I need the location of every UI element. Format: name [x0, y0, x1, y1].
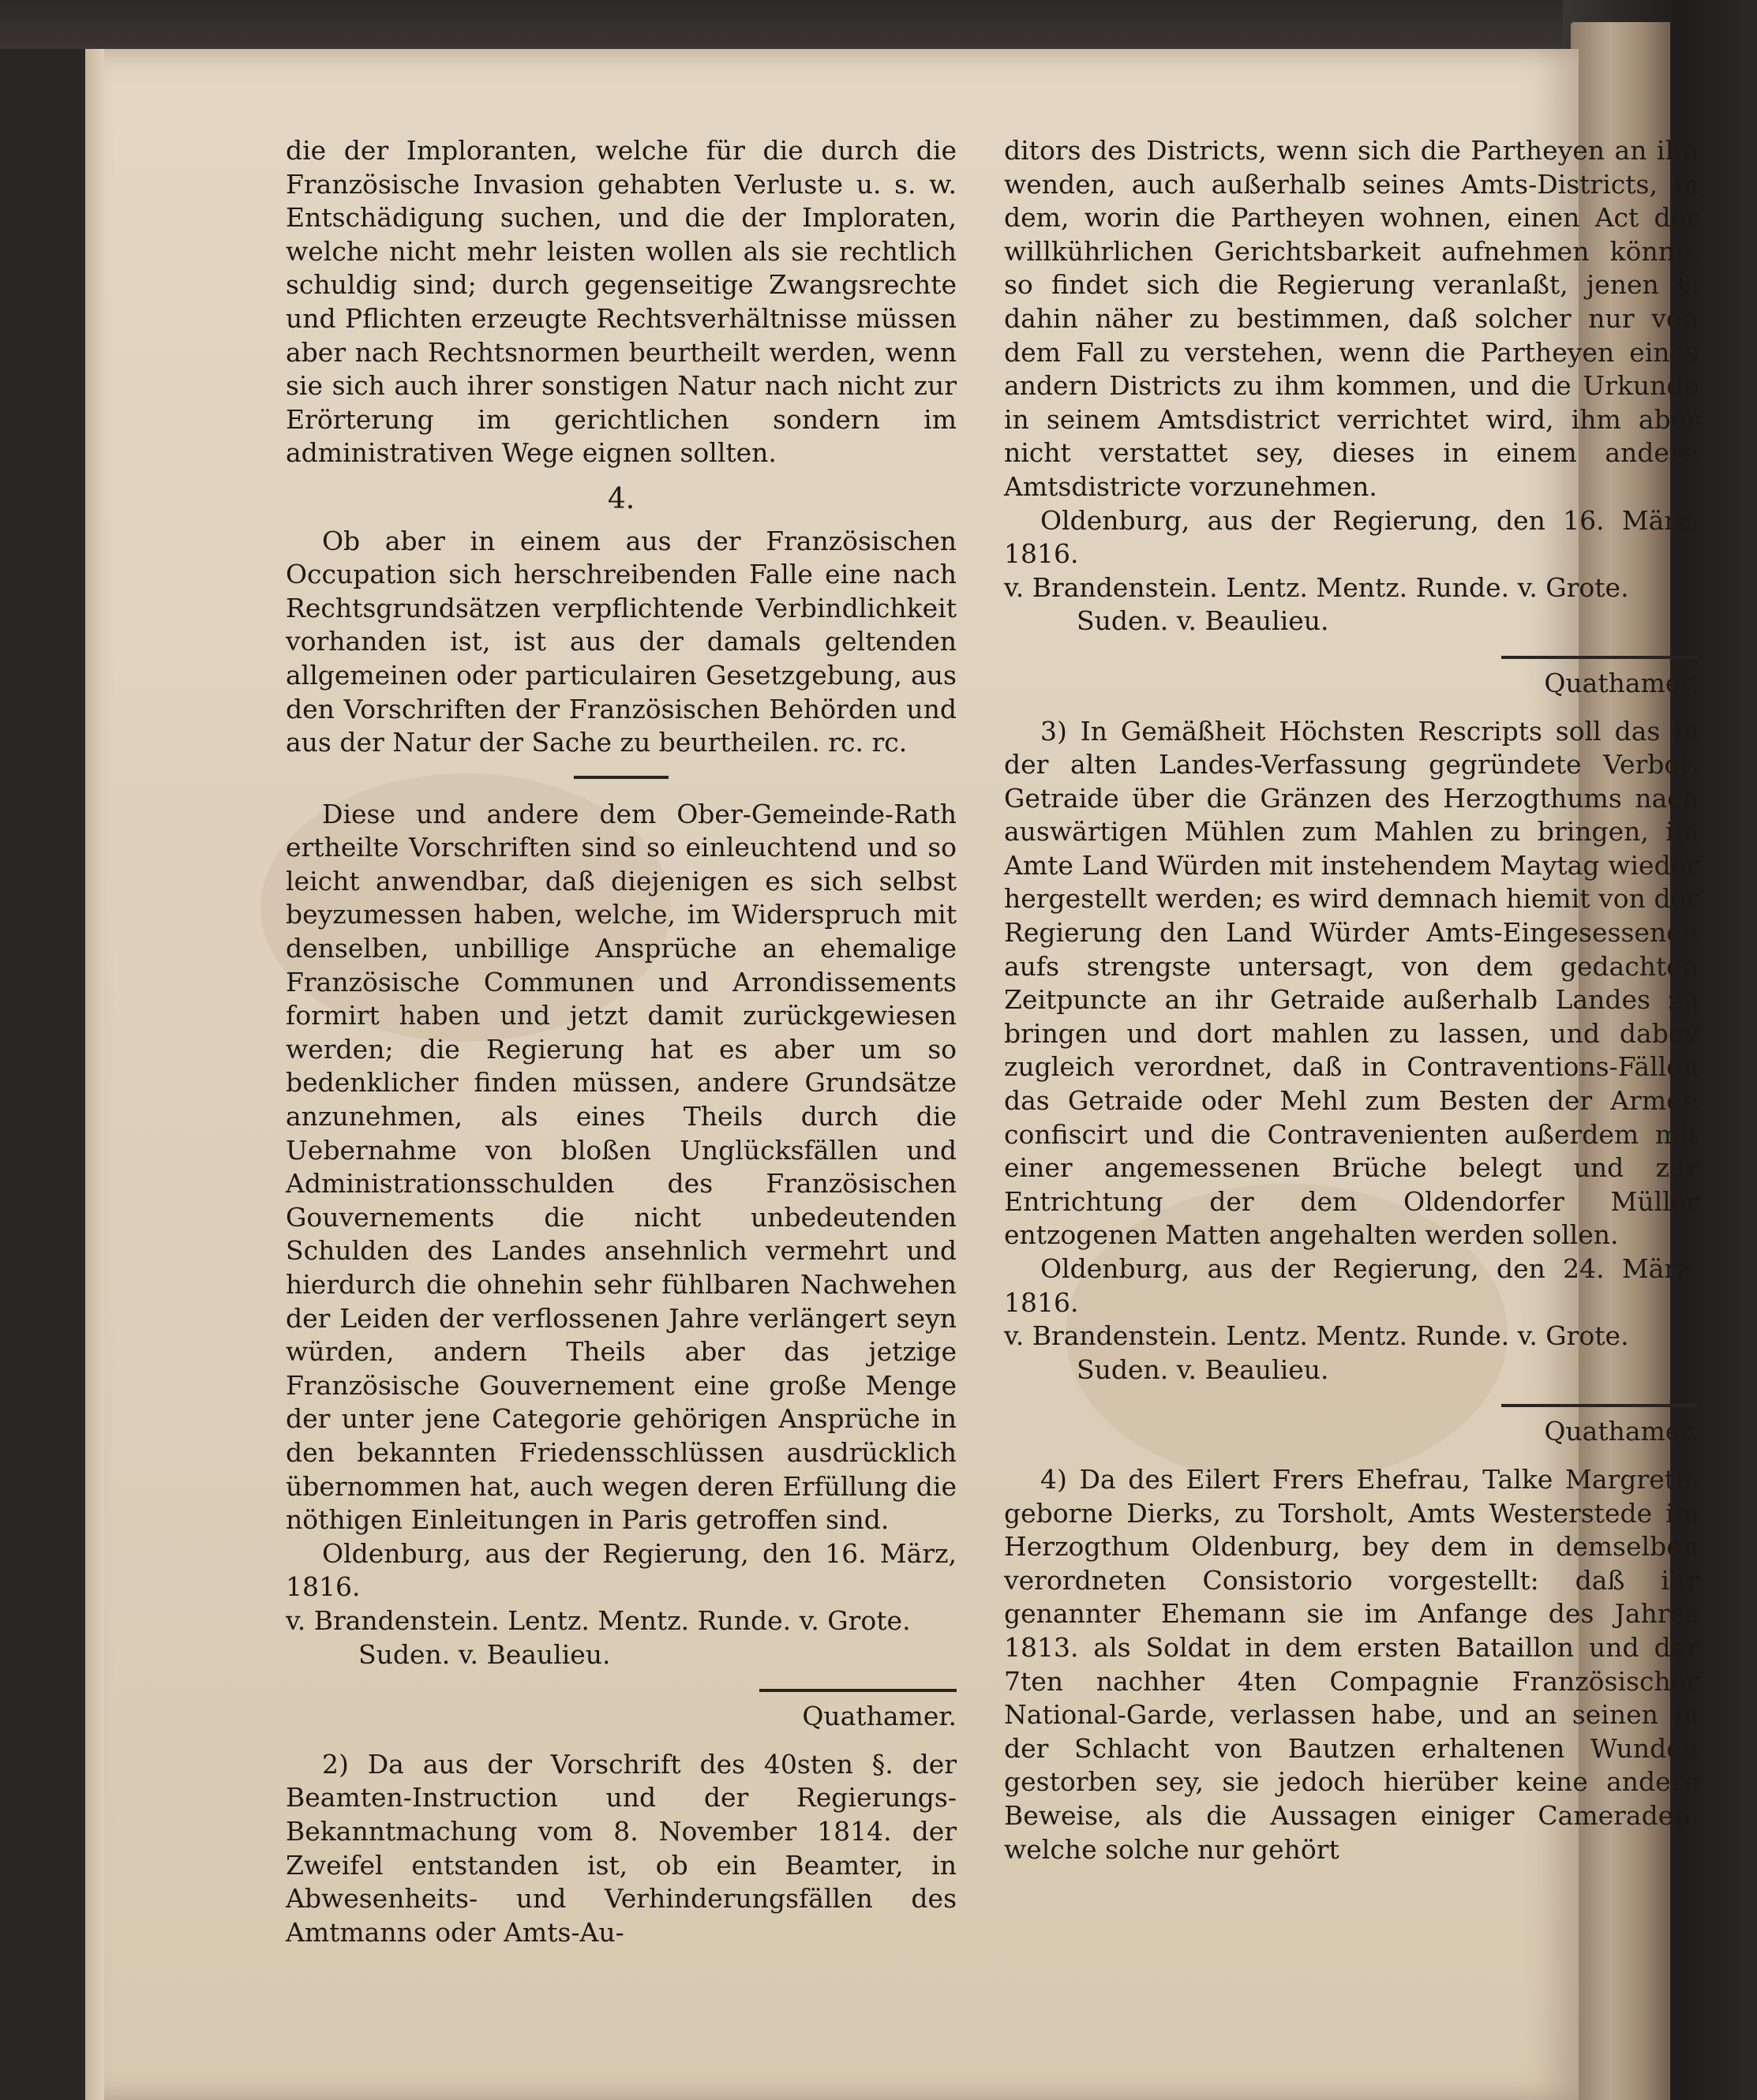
signature-rule — [1501, 1404, 1699, 1407]
signature-rule — [759, 1689, 957, 1692]
signature: Quathamer. — [1544, 667, 1699, 698]
left-paragraph-2: Ob aber in einem aus der Französischen Occupation sich herschreibenden Falle eine nach Rechtsgrundsätzen verpflichtende Verbindlichkeit vorhanden ist, ist aus der damals geltenden allgemeinen oder particulairen Gesetzgebung, aus den Vorschriften der Französischen Behörden und aus der Natur der Sache zu beurtheilen. rc. rc. — [286, 525, 957, 758]
right-paragraph-3: 4) Da des Eilert Frers Ehefrau, Talke Margrete, geborne Dierks, zu Torsholt, Amts Westerstede im Herzogthum Oldenburg, bey dem in demselben verordneten Consistorio vorgestellt: daß ihr genannter Ehemann sie im Anfange des Jahres 1813. als Soldat in dem ersten Bataillon und der 7ten nachher 4ten Compagnie Französischer National-Garde, verlassen habe, und an seinen in der Schlacht von Bautzen erhaltenen Wunden gestorben sey, sie jedoch hierüber keine andere Beweise, als die Aussagen einiger Cameraden, welche solche nur gehört — [1004, 1463, 1699, 1865]
left-paragraph-1: die der Imploranten, welche für die durch die Französische Invasion gehabten Verluste u. s. w. Entschädigung suchen, und die der Imploraten, welche nicht mehr leisten wollen als sie rechtlich schuldig sind; durch gegenseitige Zwangsrechte und Pflichten erzeugte Rechtsverhältnisse müssen aber nach Rechtsnormen beurtheilt werden, wenn sie sich auch ihrer sonstigen Natur nach nicht zur Erörterung im gerichtlichen sondern im administrativen Wege eignen sollten. — [286, 135, 957, 469]
right-paragraph-2: 3) In Gemäßheit Höchsten Rescripts soll das in der alten Landes-Verfassung gegründete Verbot, Getraide über die Gränzen des Herzogthums nach auswärtigen Mühlen zum Mahlen zu bringen, im Amte Land Würden mit instehendem Maytag wieder hergestellt werden; es wird demnach hiemit von der Regierung den Land Würder Amts-Eingesessenen aufs strengste untersagt, von dem gedachten Zeitpuncte an ihr Getraide außerhalb Landes zu bringen und dort mahlen zu lassen, und dabey zugleich verordnet, daß in Contraventions-Fällen das Getraide oder Mehl zum Besten der Armen confiscirt und die Contravenienten außerdem mit einer angemessenen Brüche belegt und zur Entrichtung der dem Oldendorfer Müller entzogenen Matten angehalten werden sollen. — [1004, 715, 1699, 1251]
signature-rule — [1501, 656, 1699, 659]
signature: Quathamer. — [1544, 1416, 1699, 1447]
signers-line-1: v. Brandenstein. Lentz. Mentz. Runde. v. Grote. — [286, 1604, 911, 1636]
signers-line-2: Suden. v. Beaulieu. — [358, 1638, 611, 1670]
section-divider — [574, 776, 669, 779]
left-paragraph-4: 2) Da aus der Vorschrift des 40sten §. der Beamten-Instruction und der Regierungs-Bekanntmachung vom 8. November 1814. der Zweifel entstanden ist, ob ein Beamter, in Abwesenheits- und Verhinderungsfällen des Amtmanns oder Amts-Au- — [286, 1748, 957, 1948]
left-paragraph-3: Diese und andere dem Ober-Gemeinde-Rath ertheilte Vorschriften sind so einleuchtend und so leicht anwendbar, daß diejenigen es sich selbst beyzumessen haben, welche, im Widerspruch mit denselben, unbillige Ansprüche an ehemalige Französische Communen und Arrondissements formirt haben und jetzt damit zurückgewiesen werden; die Regierung hat es aber um so bedenklicher finden müssen, andere Grundsätze anzunehmen, als eines Theils durch die Uebernahme von bloßen Unglücksfällen und Administrationsschulden des Französischen Gouvernements die nicht unbedeutenden Schulden des Landes ansehnlich vermehrt und hierdurch die ohnehin sehr fühlbaren Nachwehen der Leiden der verflossenen Jahre verlängert seyn würden, andern Theils aber das jetzige Französische Gouvernement eine große Menge der unter jene Categorie gehörigen Ansprüche in den bekannten Friedensschlüssen ausdrücklich übernommen hat, auch wegen deren Erfüllung die nöthigen Einleitungen in Paris getroffen sind. — [286, 798, 957, 1536]
dateline: Oldenburg, aus der Regierung, den 24. März, 1816. — [1004, 1253, 1699, 1318]
dateline: Oldenburg, aus der Regierung, den 16. März, 1816. — [1004, 504, 1699, 570]
right-paragraph-1: ditors des Districts, wenn sich die Partheyen an ihn wenden, auch außerhalb seines Amts-Districts, in dem, worin die Partheyen wohnen, einen Act der willkührlichen Gerichtsbarkeit aufnehmen könne, so findet sich die Regierung veranlaßt, jenen §. dahin näher zu bestimmen, daß solcher nur von dem Fall zu verstehen, wenn die Partheyen eines andern Districts zu ihm kommen, und die Urkunde in seinem Amtsdistrict verrichtet wird, ihm aber nicht verstattet sey, dieses in einem andern Amtsdistricte vorzunehmen. — [1004, 135, 1699, 502]
section-number: 4. — [607, 482, 635, 515]
right-column — [1004, 134, 1699, 1866]
dateline: Oldenburg, aus der Regierung, den 16. März, 1816. — [286, 1537, 957, 1603]
signers-line-2: Suden. v. Beaulieu. — [1077, 1353, 1329, 1385]
signature: Quathamer. — [802, 1701, 957, 1732]
background-top — [0, 0, 1757, 49]
page-edge — [85, 49, 104, 2100]
signers-line-1: v. Brandenstein. Lentz. Mentz. Runde. v. Grote. — [1004, 571, 1629, 603]
left-column — [286, 134, 957, 1949]
signers-line-2: Suden. v. Beaulieu. — [1077, 605, 1329, 637]
signers-line-1: v. Brandenstein. Lentz. Mentz. Runde. v. Grote. — [1004, 1320, 1629, 1352]
